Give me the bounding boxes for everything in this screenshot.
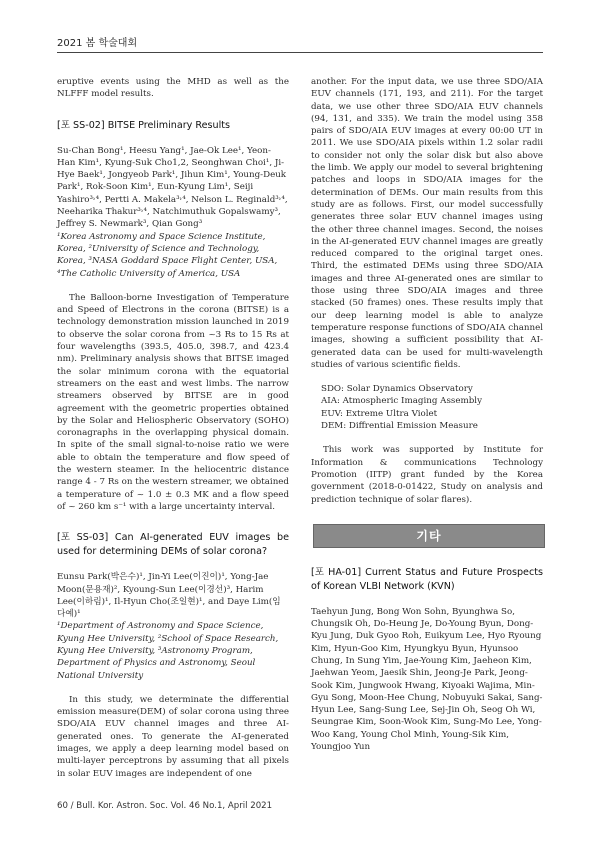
left-column (57, 76, 289, 780)
abbreviation-item: AIA: Atmospheric Imaging Assembly (321, 396, 482, 407)
running-header: 2021 봄 학술대회 (57, 38, 138, 49)
abbreviation-item: EUV: Extreme Ultra Violet (321, 408, 438, 419)
continued-text: eruptive events using the MHD as well as the NLFFF model results. (57, 77, 289, 100)
author-list-ha01: Taehyun Jung, Bong Won Sohn, Byunghwa So, Chungsik Oh, Do-Heung Je, Do-Young Byun, Dong-Kyu Jung, Duk Gyoo Roh, Euikyum Lee, Hyo Ryoung Kim, Hyun-Goo Kim, Hyungkyu Byun, Hyunsoo Chung, In Sung Yim, Jae-Young Kim, Jaeheon Kim, Jaehwan Yeom, Jaesik Shin, Jeong-Je Park, Jeong-Sook Kim, Jungwook Hwang, Kiyoaki Wajima, Min-Gyu Song, Moon-Hee Chung, Nobuyuki Sakai, Sang-Hyun Lee, Sang-Sung Lee, Sej-Jin Oh, Seog Oh Wi, Seungrae Kim, Soon-Wook Kim, Sung-Mo Lee, Yong-Woo Kang, Young Chol Minh, Young-Sik Kim, Youngjoo Yun (311, 606, 543, 753)
right-column (311, 76, 543, 753)
continued-text: another. For the input data, we use three SDO/AIA EUV channels (171, 193, and 211). For the target data, we use other three SDO/AIA EUV channels (94, 131, and 335). We train the model using 358 pairs of SDO/AIA EUV images at every 00:00 UT in 2011. We use SDO/AIA pixels within 1.2 solar radii to consider not only the solar disk but also above the limb. We apply our model to several brightening patches and loops in SDO/AIA images for the determination of DEMs. Our main results from this study are as follows. First, our model successfully generates three solar EUV channel images using the other three channel images. Second, the noises in the AI-generated EUV channel images are greatly reduced compared to the original target ones. Third, the estimated DEMs using three SDO/AIA images and three AI-generated ones are similar to those using three SDO/AIA images and three stacked (50 frames) ones. These results imply that our deep learning model is able to analyze temperature response functions of SDO/AIA channel images, showing a sufficient possibility that AI-generated data can be used for multi-wavelength studies of various scientific fields. (311, 77, 543, 370)
affiliations-ss03: ¹Department of Astronomy and Space Science, Kyung Hee University, ²School of Space Research, Kyung Hee University, ³Astronomy Program, Department of Physics and Astronomy, Seoul National University (57, 621, 279, 681)
abstract-body-ss02: The Balloon-borne Investigation of Temperature and Speed of Electrons in the corona (BITSE) is a technology demonstration mission launched in 2019 to observe the solar corona from ~3 Rs to 15 Rs at four wavelengths (393.5, 405.0, 398.7, and 423.4 nm). Preliminary analysis shows that BITSE imaged the solar minimum corona with the equatorial streamers on the east and west limbs. The narrow streamers observed by BITSE are in good agreement with the geometric properties obtained by the Solar and Heliospheric Observatory (SOHO) coronagraphs in the overlapping physical domain. In spite of the small signal-to-noise ratio we were able to obtain the temperature and flow speed of the western steamer. In the heliocentric distance range 4 - 7 Rs on the western streamer, we obtained a temperature of ~ 1.0 ± 0.3 MK and a flow speed of ~ 260 km s⁻¹ with a large uncertainty interval. (57, 292, 289, 512)
abstract-title-ha01: [포 HA-01] Current Status and Future Prospects of Korean VLBI Network (KVN) (311, 566, 543, 592)
author-list-ss02: Su-Chan Bong¹, Heesu Yang¹, Jae-Ok Lee¹, Yeon-Han Kim¹, Kyung-Suk Cho1,2, Seonghwan Choi¹, Ji-Hye Baek¹, Jongyeob Park¹, Jihun Kim¹, Young-Deuk Park¹, Rok-Soon Kim¹, Eun-Kyung Lim¹, Seiji Yashiro³˒⁴, Pertti A. Makela³˒⁴, Nelson L. Reginald³˒⁴, Neeharika Thakur³˒⁴, Natchimuthuk Gopalswamy³, Jeffrey S. Newmark³, Qian Gong³ (57, 145, 288, 230)
abbreviation-item: SDO: Solar Dynamics Observatory (321, 384, 473, 395)
abstract-title-ss02: [포 SS-02] BITSE Preliminary Results (57, 119, 231, 131)
section-banner: 기타 (313, 524, 545, 548)
abstract-body-ss03: In this study, we determinate the differential emission measure(DEM) of solar corona using three SDO/AIA EUV channel images and three AI-generated ones. To generate the AI-generated images, we apply a deep learning model based on multi-layer perceptrons by assuming that all pixels in solar EUV images are independent of one (57, 694, 289, 779)
abbreviation-list (311, 383, 543, 432)
header-rule (57, 52, 543, 53)
affiliations-ss02: ¹Korea Astronomy and Space Science Institute, Korea, ²University of Science and Technology, Korea, ³NASA Goddard Space Flight Center, USA, ⁴The Catholic University of America, USA (57, 231, 278, 279)
abstract-title-ss03: [포 SS-03] Can AI-generated EUV images be used for determining DEMs of solar corona? (57, 532, 289, 558)
page-footer: 60 / Bull. Kor. Astron. Soc. Vol. 46 No.1, April 2021 (57, 801, 273, 811)
abbreviation-item: DEM: Diffrential Emission Measure (321, 421, 478, 432)
author-list-ss03: Eunsu Park(박은수)¹, Jin-Yi Lee(이진이)¹, Yong-Jae Moon(문용재)², Kyoung-Sun Lee(이경선)³, Harim Lee(이하림)¹, Il-Hyun Cho(조일현)¹, and Daye Lim(임다예)¹ (57, 572, 281, 620)
acknowledgement: This work was supported by Institute for Information & communications Technology Promotion (IITP) grant funded by the Korea government (2018-0-01422, Study on analysis and prediction technique of solar flares). (311, 445, 543, 505)
